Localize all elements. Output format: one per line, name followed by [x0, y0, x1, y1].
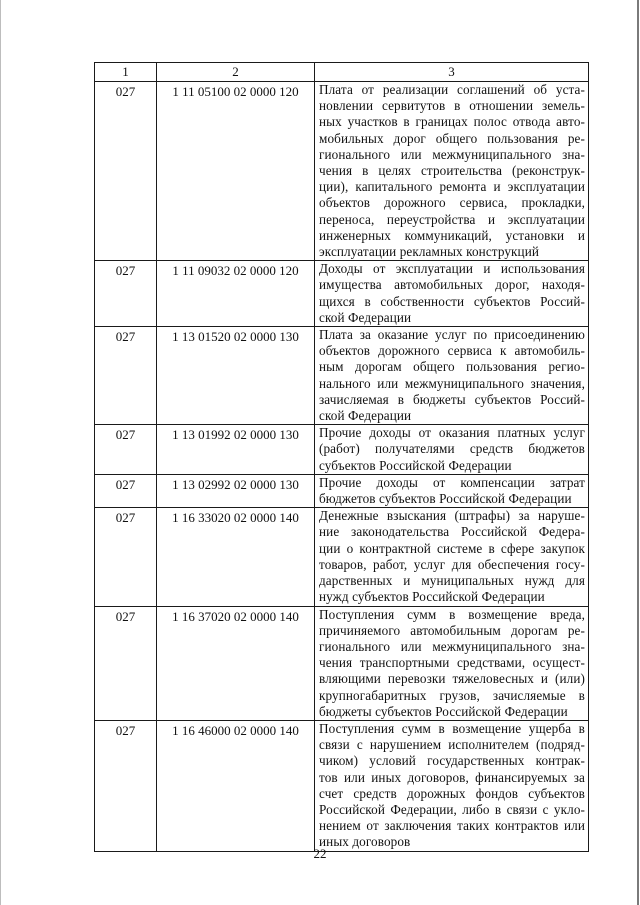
- description-line: чиком) условий государственных контрак-: [319, 753, 585, 769]
- description-line: причиняемого автомобильным дорогам ре-: [319, 622, 585, 638]
- budget-classification-code: 1 13 01992 02 0000 130: [157, 425, 315, 475]
- description-line: связи с нарушением исполнителем (подряд-: [319, 737, 585, 753]
- table-row: [95, 474, 589, 507]
- budget-classification-code: 1 13 01520 02 0000 130: [157, 327, 315, 425]
- revenue-description: [315, 606, 589, 720]
- table-row: [95, 261, 589, 327]
- description-line: иных договоров: [319, 834, 411, 850]
- budget-classification-code: 1 16 46000 02 0000 140: [157, 720, 315, 851]
- description-line: чения в целях строительства (реконструк-: [319, 163, 585, 179]
- table-row: [95, 82, 589, 261]
- description-line: тов или иных договоров, финансируемых за: [319, 769, 585, 785]
- revenue-description: [315, 327, 589, 425]
- description-line: объектов дорожного сервиса к автомобиль-: [319, 343, 585, 359]
- revenue-description: [315, 720, 589, 851]
- table-header-row: [95, 63, 589, 82]
- budget-classification-code: 1 16 37020 02 0000 140: [157, 606, 315, 720]
- page-number: 22: [313, 846, 327, 861]
- description-line: Российской Федерации, либо в связи с укло-: [319, 801, 585, 817]
- description-line: инженерных коммуникаций, установки и: [319, 227, 585, 243]
- description-line: дарственных и муниципальных нужд для: [319, 573, 585, 589]
- description-line: субъектов Российской Федерации: [319, 457, 512, 473]
- description-line: ции), капитального ремонта и эксплуатации: [319, 179, 585, 195]
- table-header: [95, 63, 589, 82]
- admin-code: 027: [95, 261, 157, 327]
- scan-left-edge: [0, 0, 1, 905]
- admin-code: 027: [95, 720, 157, 851]
- description-line: Поступления сумм в возмещение ущерба в: [319, 720, 585, 736]
- description-line: ской Федерации: [319, 408, 412, 424]
- table-row: [95, 720, 589, 851]
- table-row: [95, 508, 589, 606]
- description-line: Денежные взыскания (штрафы) за наруше-: [319, 508, 585, 524]
- description-line: Прочие доходы от компенсации затрат: [319, 474, 585, 490]
- description-line: крупногабаритных грузов, зачисляемые в: [319, 687, 585, 703]
- description-line: Прочие доходы от оказания платных услуг: [319, 425, 585, 441]
- description-line: чения транспортными средствами, осущест-: [319, 655, 585, 671]
- admin-code: 027: [95, 474, 157, 507]
- description-line: ции о контрактной системе в сфере закупок: [319, 540, 585, 556]
- description-line: имущества автомобильных дорог, находя-: [319, 277, 585, 293]
- column-header-1: 1: [95, 63, 157, 82]
- description-line: ние законодательства Российской Федера-: [319, 524, 585, 540]
- description-line: нением от заключения таких контрактов или: [319, 818, 585, 834]
- description-line: Поступления сумм в возмещение вреда,: [319, 606, 585, 622]
- description-line: гионального или межмуниципального зна-: [319, 638, 585, 654]
- column-header-3: 3: [315, 63, 589, 82]
- description-line: бюджетов субъектов Российской Федерации: [319, 491, 572, 507]
- admin-code: 027: [95, 327, 157, 425]
- description-line: объектов дорожного сервиса, прокладки,: [319, 195, 585, 211]
- description-line: щихся в собственности субъектов Россий-: [319, 293, 585, 309]
- revenue-description: [315, 82, 589, 261]
- revenue-description: [315, 508, 589, 606]
- column-header-2: 2: [157, 63, 315, 82]
- description-line: ным дорогам общего пользования регио-: [319, 359, 585, 375]
- description-line: новлении сервитутов в отношении земель-: [319, 98, 585, 114]
- description-line: нального или межмуниципального значения,: [319, 375, 585, 391]
- description-line: товаров, работ, услуг для обеспечения госу-: [319, 556, 585, 572]
- description-line: Плата от реализации соглашений об уста-: [319, 82, 585, 97]
- description-line: ных участков в границах полос отвода авто-: [319, 114, 585, 130]
- table-row: [95, 425, 589, 475]
- table-row: [95, 327, 589, 425]
- description-line: счет средств дорожных фондов субъектов: [319, 785, 585, 801]
- scan-right-edge: [637, 0, 639, 905]
- description-line: зачисляемая в бюджеты субъектов Россий-: [319, 391, 585, 407]
- admin-code: 027: [95, 425, 157, 475]
- description-line: мобильных дорог общего пользования ре-: [319, 130, 585, 146]
- description-line: эксплуатации рекламных конструкций: [319, 244, 540, 260]
- budget-classification-code: 1 11 05100 02 0000 120: [157, 82, 315, 261]
- description-line: гионального или межмуниципального зна-: [319, 146, 585, 162]
- admin-code: 027: [95, 508, 157, 606]
- budget-classification-code: 1 11 09032 02 0000 120: [157, 261, 315, 327]
- revenue-description: [315, 474, 589, 507]
- revenue-description: [315, 261, 589, 327]
- table-row: [95, 606, 589, 720]
- description-line: Плата за оказание услуг по присоединению: [319, 327, 585, 343]
- description-line: ской Федерации: [319, 309, 412, 325]
- description-line: нужд субъектов Российской Федерации: [319, 589, 545, 605]
- description-line: Доходы от эксплуатации и использования: [319, 261, 585, 277]
- revenue-codes-table: [94, 62, 589, 852]
- admin-code: 027: [95, 606, 157, 720]
- budget-classification-code: 1 13 02992 02 0000 130: [157, 474, 315, 507]
- budget-classification-code: 1 16 33020 02 0000 140: [157, 508, 315, 606]
- table-body: [95, 82, 589, 852]
- admin-code: 027: [95, 82, 157, 261]
- description-line: (работ) получателями средств бюджетов: [319, 441, 585, 457]
- description-line: переноса, переустройства и эксплуатации: [319, 211, 585, 227]
- description-line: вляющими перевозки тяжеловесных и (или): [319, 671, 585, 687]
- revenue-description: [315, 425, 589, 475]
- description-line: бюджеты субъектов Российской Федерации: [319, 703, 568, 719]
